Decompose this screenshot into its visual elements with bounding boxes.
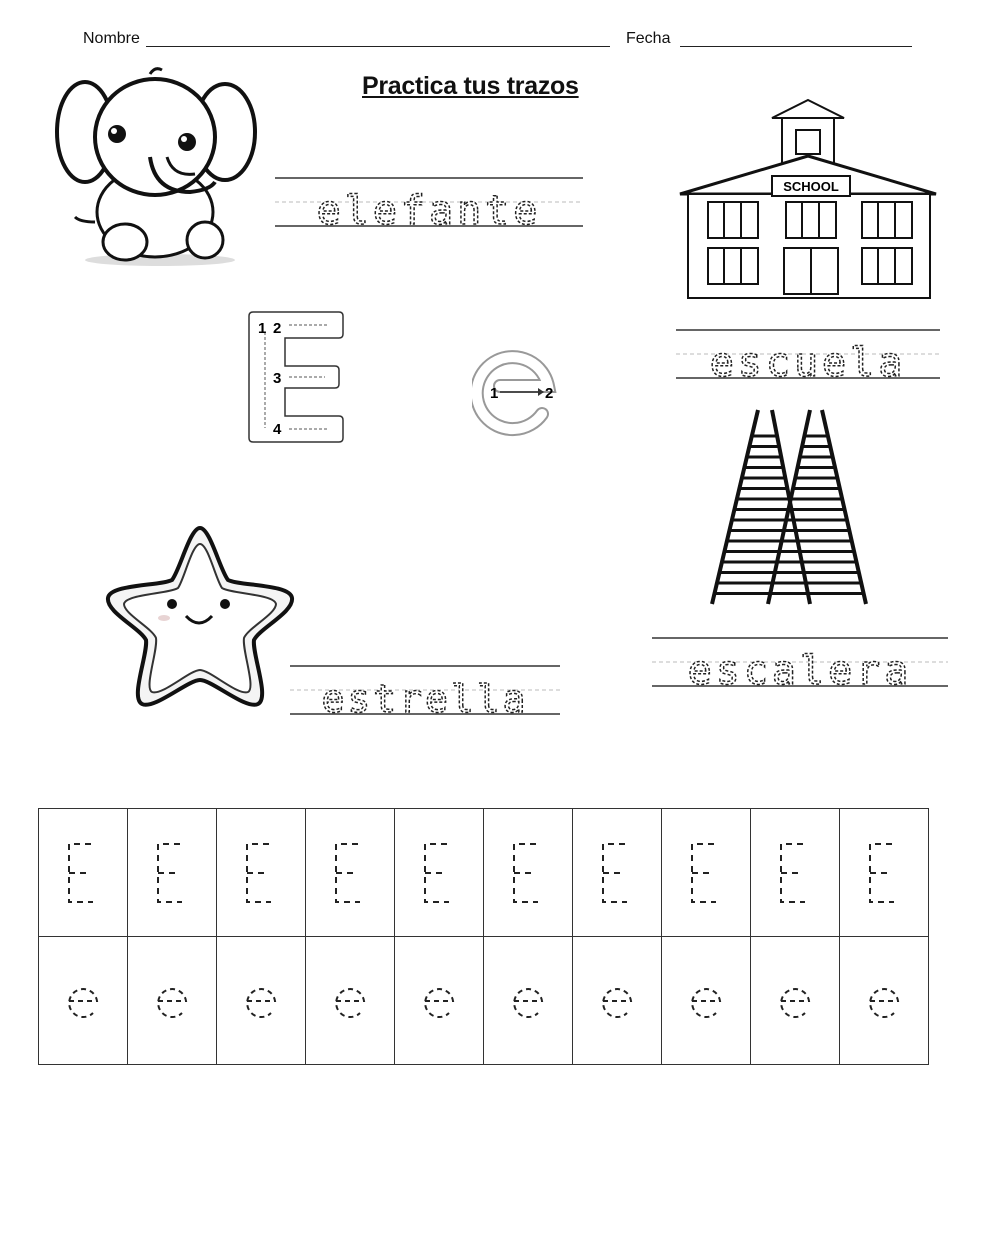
trace-word-escalera[interactable] bbox=[652, 630, 948, 690]
trace-word-text: estrella bbox=[321, 677, 529, 718]
trace-word-text: elefante bbox=[316, 188, 542, 230]
upper-e-step-3: 3 bbox=[273, 370, 282, 387]
practice-cell-uppercase-e[interactable] bbox=[395, 809, 484, 937]
uppercase-e-stroke-guide bbox=[247, 308, 345, 446]
upper-e-step-1: 1 bbox=[258, 320, 267, 337]
dotted-lowercase-e bbox=[241, 979, 281, 1023]
date-label: Fecha bbox=[626, 30, 671, 47]
dotted-uppercase-e bbox=[775, 838, 815, 908]
practice-cell-lowercase-e[interactable] bbox=[840, 937, 929, 1065]
practice-cell-uppercase-e[interactable] bbox=[484, 809, 573, 937]
practice-cell-lowercase-e[interactable] bbox=[39, 937, 128, 1065]
practice-row-lowercase-e bbox=[39, 937, 929, 1065]
practice-cell-lowercase-e[interactable] bbox=[395, 937, 484, 1065]
dotted-lowercase-e bbox=[330, 979, 370, 1023]
practice-cell-lowercase-e[interactable] bbox=[128, 937, 217, 1065]
lowercase-e-stroke-guide bbox=[472, 346, 564, 442]
star-picture bbox=[100, 520, 300, 710]
dotted-lowercase-e bbox=[152, 979, 192, 1023]
practice-cell-uppercase-e[interactable] bbox=[662, 809, 751, 937]
dotted-lowercase-e bbox=[419, 979, 459, 1023]
ladder-picture bbox=[710, 408, 870, 606]
practice-cell-lowercase-e[interactable] bbox=[306, 937, 395, 1065]
practice-grid bbox=[38, 808, 929, 1065]
dotted-uppercase-e bbox=[241, 838, 281, 908]
practice-cell-lowercase-e[interactable] bbox=[573, 937, 662, 1065]
practice-cell-uppercase-e[interactable] bbox=[840, 809, 929, 937]
dotted-uppercase-e bbox=[419, 838, 459, 908]
name-field-line[interactable] bbox=[146, 46, 610, 47]
lower-e-step-1: 1 bbox=[490, 385, 499, 402]
practice-cell-lowercase-e[interactable] bbox=[217, 937, 306, 1065]
practice-cell-lowercase-e[interactable] bbox=[662, 937, 751, 1065]
trace-word-estrella[interactable] bbox=[290, 658, 560, 718]
dotted-lowercase-e bbox=[864, 979, 904, 1023]
practice-row-uppercase-e bbox=[39, 809, 929, 937]
practice-cell-uppercase-e[interactable] bbox=[128, 809, 217, 937]
dotted-uppercase-e bbox=[508, 838, 548, 908]
dotted-uppercase-e bbox=[152, 838, 192, 908]
practice-cell-uppercase-e[interactable] bbox=[217, 809, 306, 937]
dotted-lowercase-e bbox=[775, 979, 815, 1023]
trace-word-escuela[interactable] bbox=[676, 322, 940, 382]
practice-cell-lowercase-e[interactable] bbox=[751, 937, 840, 1065]
dotted-lowercase-e bbox=[597, 979, 637, 1023]
dotted-lowercase-e bbox=[63, 979, 103, 1023]
page-title: Practica tus trazos bbox=[362, 72, 579, 100]
dotted-uppercase-e bbox=[597, 838, 637, 908]
dotted-lowercase-e bbox=[686, 979, 726, 1023]
elephant-picture bbox=[55, 62, 260, 272]
date-field-line[interactable] bbox=[680, 46, 912, 47]
lower-e-step-2: 2 bbox=[545, 385, 554, 402]
practice-cell-uppercase-e[interactable] bbox=[573, 809, 662, 937]
upper-e-step-2: 2 bbox=[273, 320, 282, 337]
trace-word-elefante[interactable] bbox=[275, 170, 583, 230]
upper-e-step-4: 4 bbox=[273, 421, 282, 438]
practice-cell-lowercase-e[interactable] bbox=[484, 937, 573, 1065]
school-picture bbox=[678, 98, 940, 300]
dotted-uppercase-e bbox=[63, 838, 103, 908]
dotted-uppercase-e bbox=[864, 838, 904, 908]
practice-cell-uppercase-e[interactable] bbox=[39, 809, 128, 937]
dotted-uppercase-e bbox=[686, 838, 726, 908]
practice-cell-uppercase-e[interactable] bbox=[751, 809, 840, 937]
school-sign-text: SCHOOL bbox=[783, 179, 839, 194]
name-label: Nombre bbox=[83, 30, 140, 47]
dotted-lowercase-e bbox=[508, 979, 548, 1023]
trace-word-text: escalera bbox=[687, 648, 913, 690]
dotted-uppercase-e bbox=[330, 838, 370, 908]
practice-cell-uppercase-e[interactable] bbox=[306, 809, 395, 937]
trace-word-text: escuela bbox=[709, 340, 907, 382]
